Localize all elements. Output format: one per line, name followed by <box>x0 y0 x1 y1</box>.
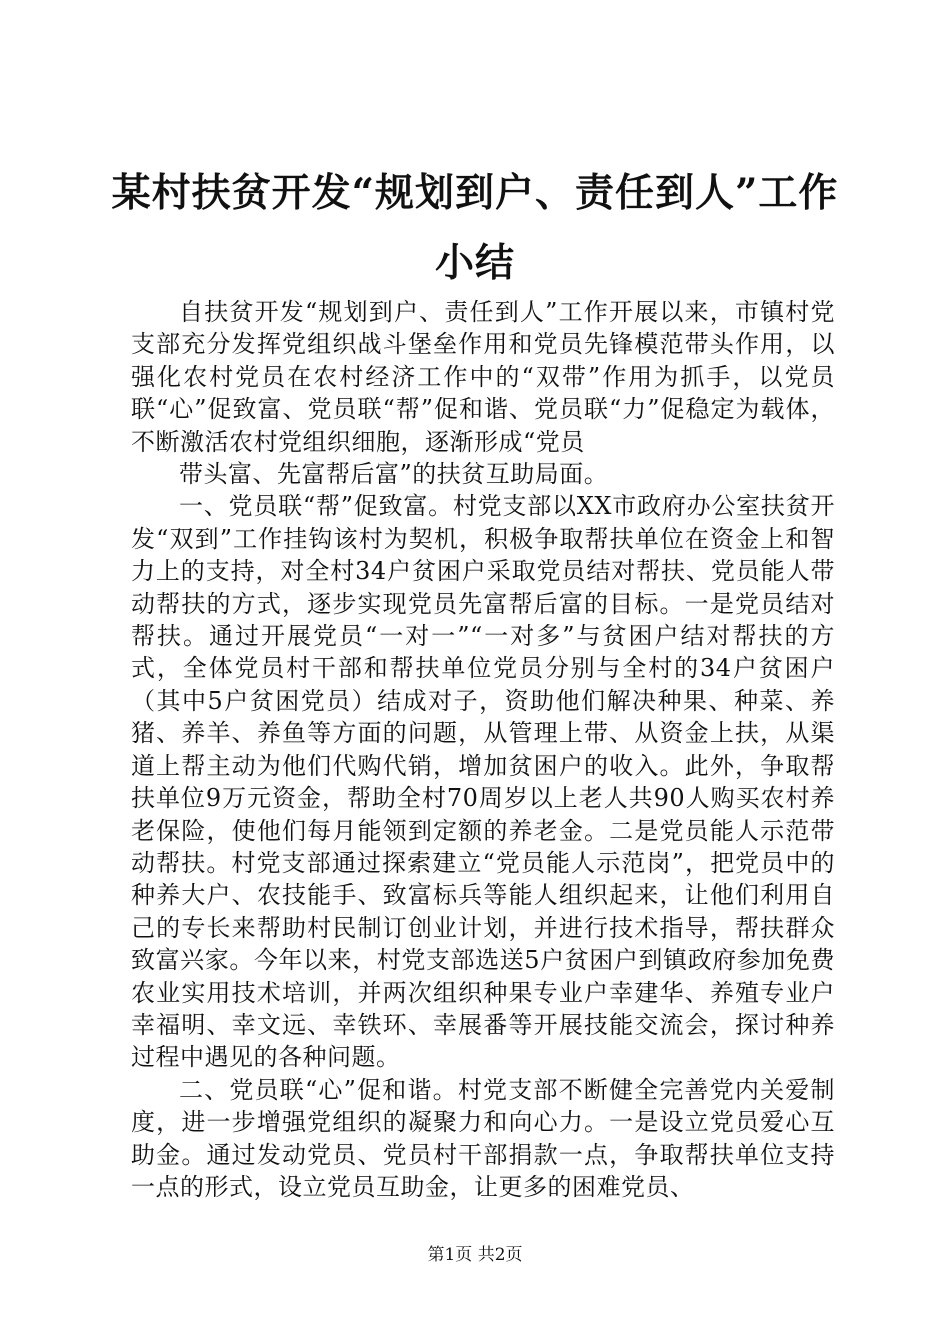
paragraph-section-one: 一、党员联“帮”促致富。村党支部以XX市政府办公室扶贫开发“双到”工作挂钩该村为契机，积极争取帮扶单位在资金上和智力上的支持，对全村34户贫困户采取党员结对帮扶、党员能人带动帮扶的方式，逐步实现党员先富帮后富的目标。一是党员结对帮扶。通过开展党员“一对一”“一对多”与贫困户结对帮扶的方式，全体党员村干部和帮扶单位党员分别与全村的34户贫困户（其中5户贫困党员）结成对子，资助他们解决种果、种菜、养猪、养羊、养鱼等方面的问题，从管理上带、从资金上扶，从渠道上帮主动为他们代购代销，增加贫困户的收入。此外，争取帮扶单位9万元资金，帮助全村70周岁以上老人共90人购买农村养老保险，使他们每月能领到定额的养老金。二是党员能人示范带动帮扶。村党支部通过探索建立“党员能人示范岗”，把党员中的种养大户、农技能手、致富标兵等能人组织起来，让他们利用自己的专长来帮助村民制订创业计划，并进行技术指导，帮扶群众致富兴家。今年以来，村党支部选送5户贫困户到镇政府参加免费农业实用技术培训，并两次组织种果专业户幸建华、养殖专业户幸福明、幸文远、幸铁环、幸展番等开展技能交流会，探讨种养过程中遇见的各种问题。 <box>131 492 835 1072</box>
paragraph-section-two: 二、党员联“心”促和谐。村党支部不断健全完善党内关爱制度，进一步增强党组织的凝聚力和向心力。一是设立党员爱心互助金。通过发动党员、党员村干部捐款一点，争取帮扶单位支持一点的形式，设立党员互助金，让更多的困难党员、 <box>131 1075 835 1201</box>
paragraph-intro-continued: 带头富、先富帮后富”的扶贫互助局面。 <box>179 460 609 489</box>
page-footer: 第1页 共2页 <box>427 1245 523 1265</box>
document-body <box>131 296 835 1203</box>
paragraph-intro: 自扶贫开发“规划到户、责任到人”工作开展以来，市镇村党支部充分发挥党组织战斗堡垒作用和党员先锋模范带头作用，以强化农村党员在农村经济工作中的“双带”作用为抓手，以党员联“心”促致富、党员联“帮”促和谐、党员联“力”促稳定为载体，不断激活农村党组织细胞，逐渐形成“党员 <box>131 298 835 456</box>
document-title: 某村扶贫开发“规划到户、责任到人”工作小结 <box>111 170 839 286</box>
